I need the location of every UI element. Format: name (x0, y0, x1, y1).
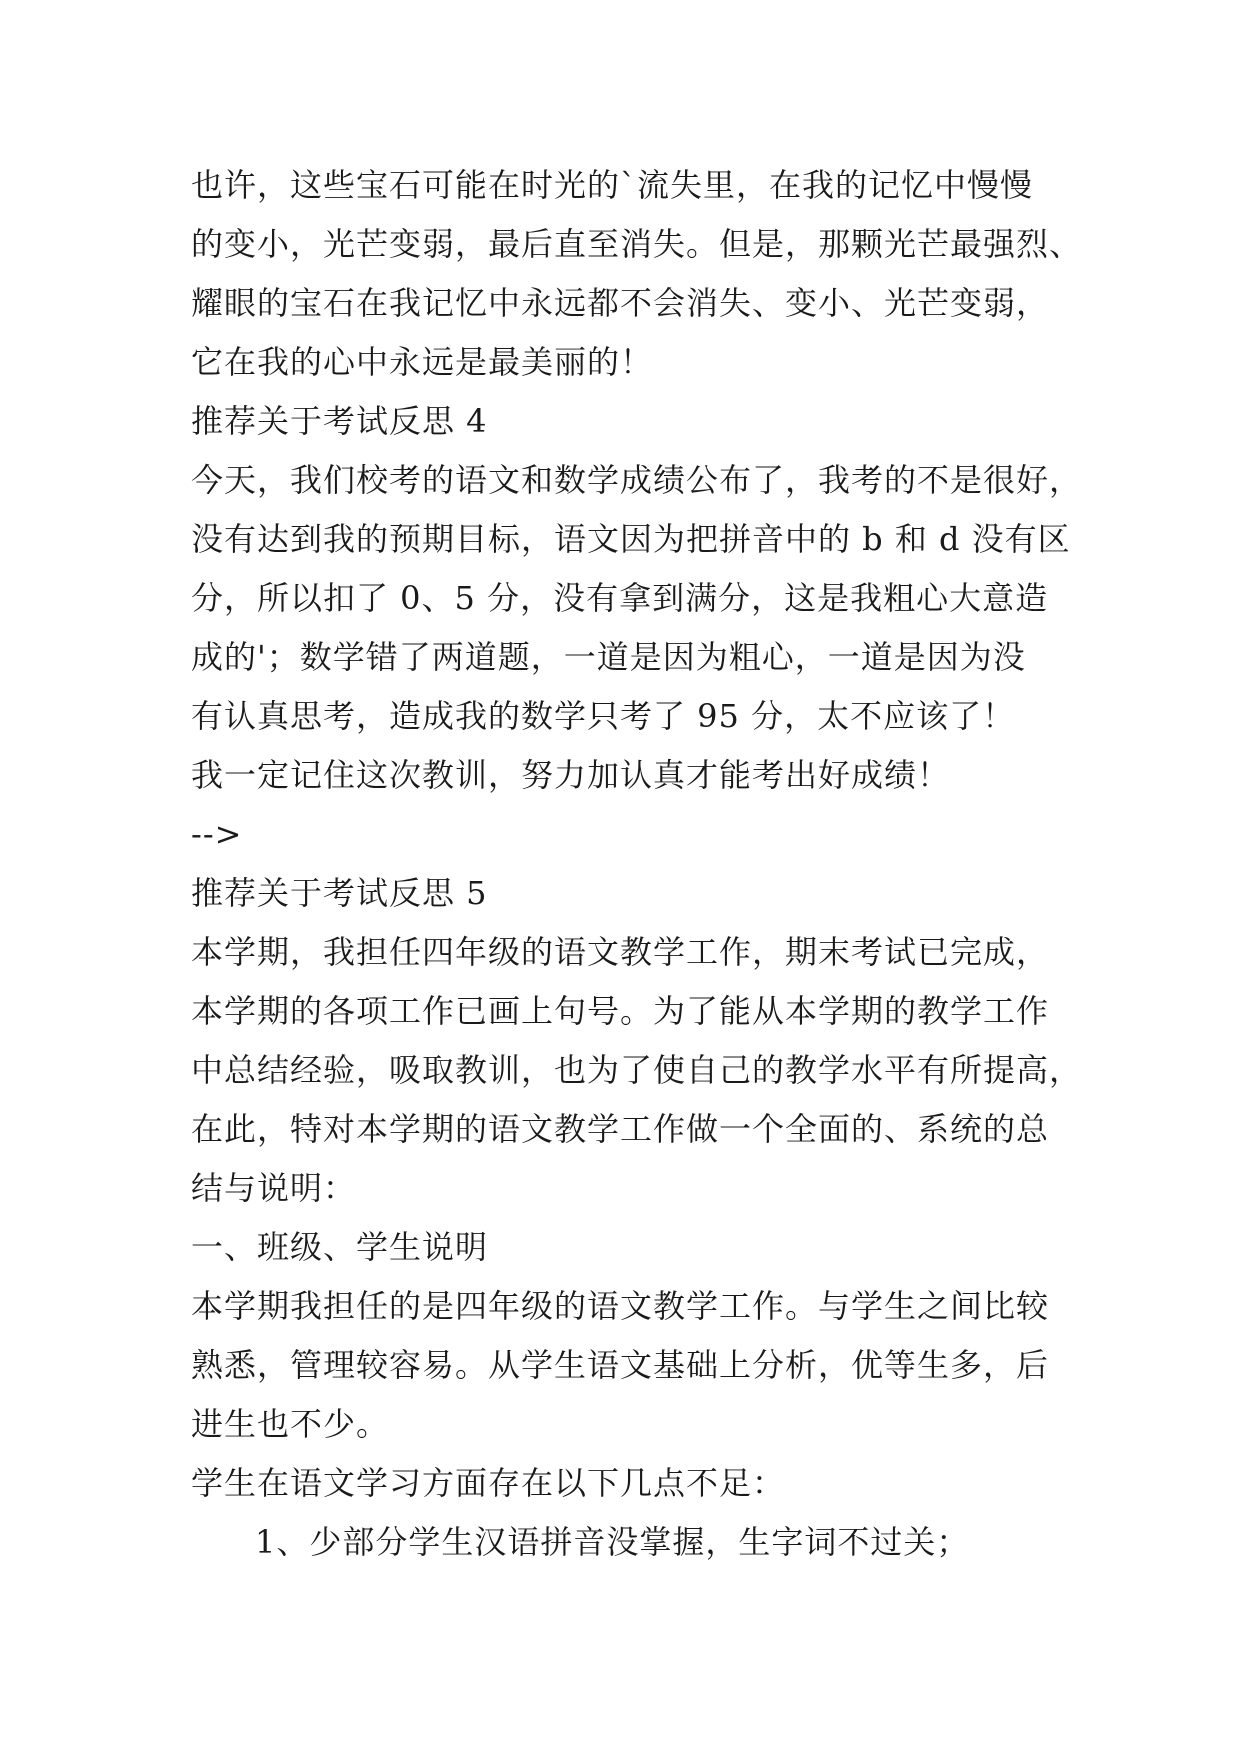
paragraph-line: 本学期的各项工作已画上句号。为了能从本学期的教学工作 (191, 992, 1050, 1030)
paragraph-line: 学生在语文学习方面存在以下几点不足： (191, 1464, 786, 1502)
paragraph-line: 分，所以扣了 0、5 分，没有拿到满分，这是我粗心大意造 (191, 579, 1049, 617)
paragraph-line: 我一定记住这次教训，努力加认真才能考出好成绩！ (191, 756, 951, 794)
paragraph-line: 没有达到我的预期目标，语文因为把拼音中的 b 和 d 没有区 (191, 520, 1071, 558)
paragraph-line: 熟悉，管理较容易。从学生语文基础上分析，优等生多，后 (191, 1346, 1050, 1384)
separator-text: --> (191, 815, 243, 853)
paragraph-line: 它在我的心中永远是最美丽的！ (191, 343, 654, 381)
paragraph-line: 今天，我们校考的语文和数学成绩公布了，我考的不是很好， (191, 461, 1083, 499)
paragraph-line: 中总结经验，吸取教训，也为了使自己的教学水平有所提高， (191, 1051, 1083, 1089)
section-heading: 推荐关于考试反思 5 (191, 874, 488, 912)
paragraph-line: 耀眼的宝石在我记忆中永远都不会消失、变小、光芒变弱， (191, 284, 1050, 322)
paragraph-line: 也许，这些宝石可能在时光的`流失里，在我的记忆中慢慢 (191, 166, 1034, 204)
paragraph-line: 有认真思考，造成我的数学只考了 95 分，太不应该了！ (191, 697, 1016, 735)
paragraph-line: 成的'；数学错了两道题，一道是因为粗心，一道是因为没 (191, 638, 1026, 676)
section-heading: 推荐关于考试反思 4 (191, 402, 488, 440)
paragraph-line: 在此，特对本学期的语文教学工作做一个全面的、系统的总 (191, 1110, 1050, 1148)
paragraph-line: 结与说明： (191, 1169, 357, 1207)
paragraph-line: 本学期我担任的是四年级的语文教学工作。与学生之间比较 (191, 1287, 1050, 1325)
list-item: 1、少部分学生汉语拼音没掌握，生字词不过关； (255, 1523, 970, 1561)
document-body (191, 156, 1081, 1572)
subsection-heading: 一、班级、学生说明 (191, 1228, 489, 1266)
paragraph-line: 本学期，我担任四年级的语文教学工作，期末考试已完成， (191, 933, 1050, 971)
paragraph-line: 进生也不少。 (191, 1405, 390, 1443)
paragraph-line: 的变小，光芒变弱，最后直至消失。但是，那颗光芒最强烈、 (191, 225, 1083, 263)
